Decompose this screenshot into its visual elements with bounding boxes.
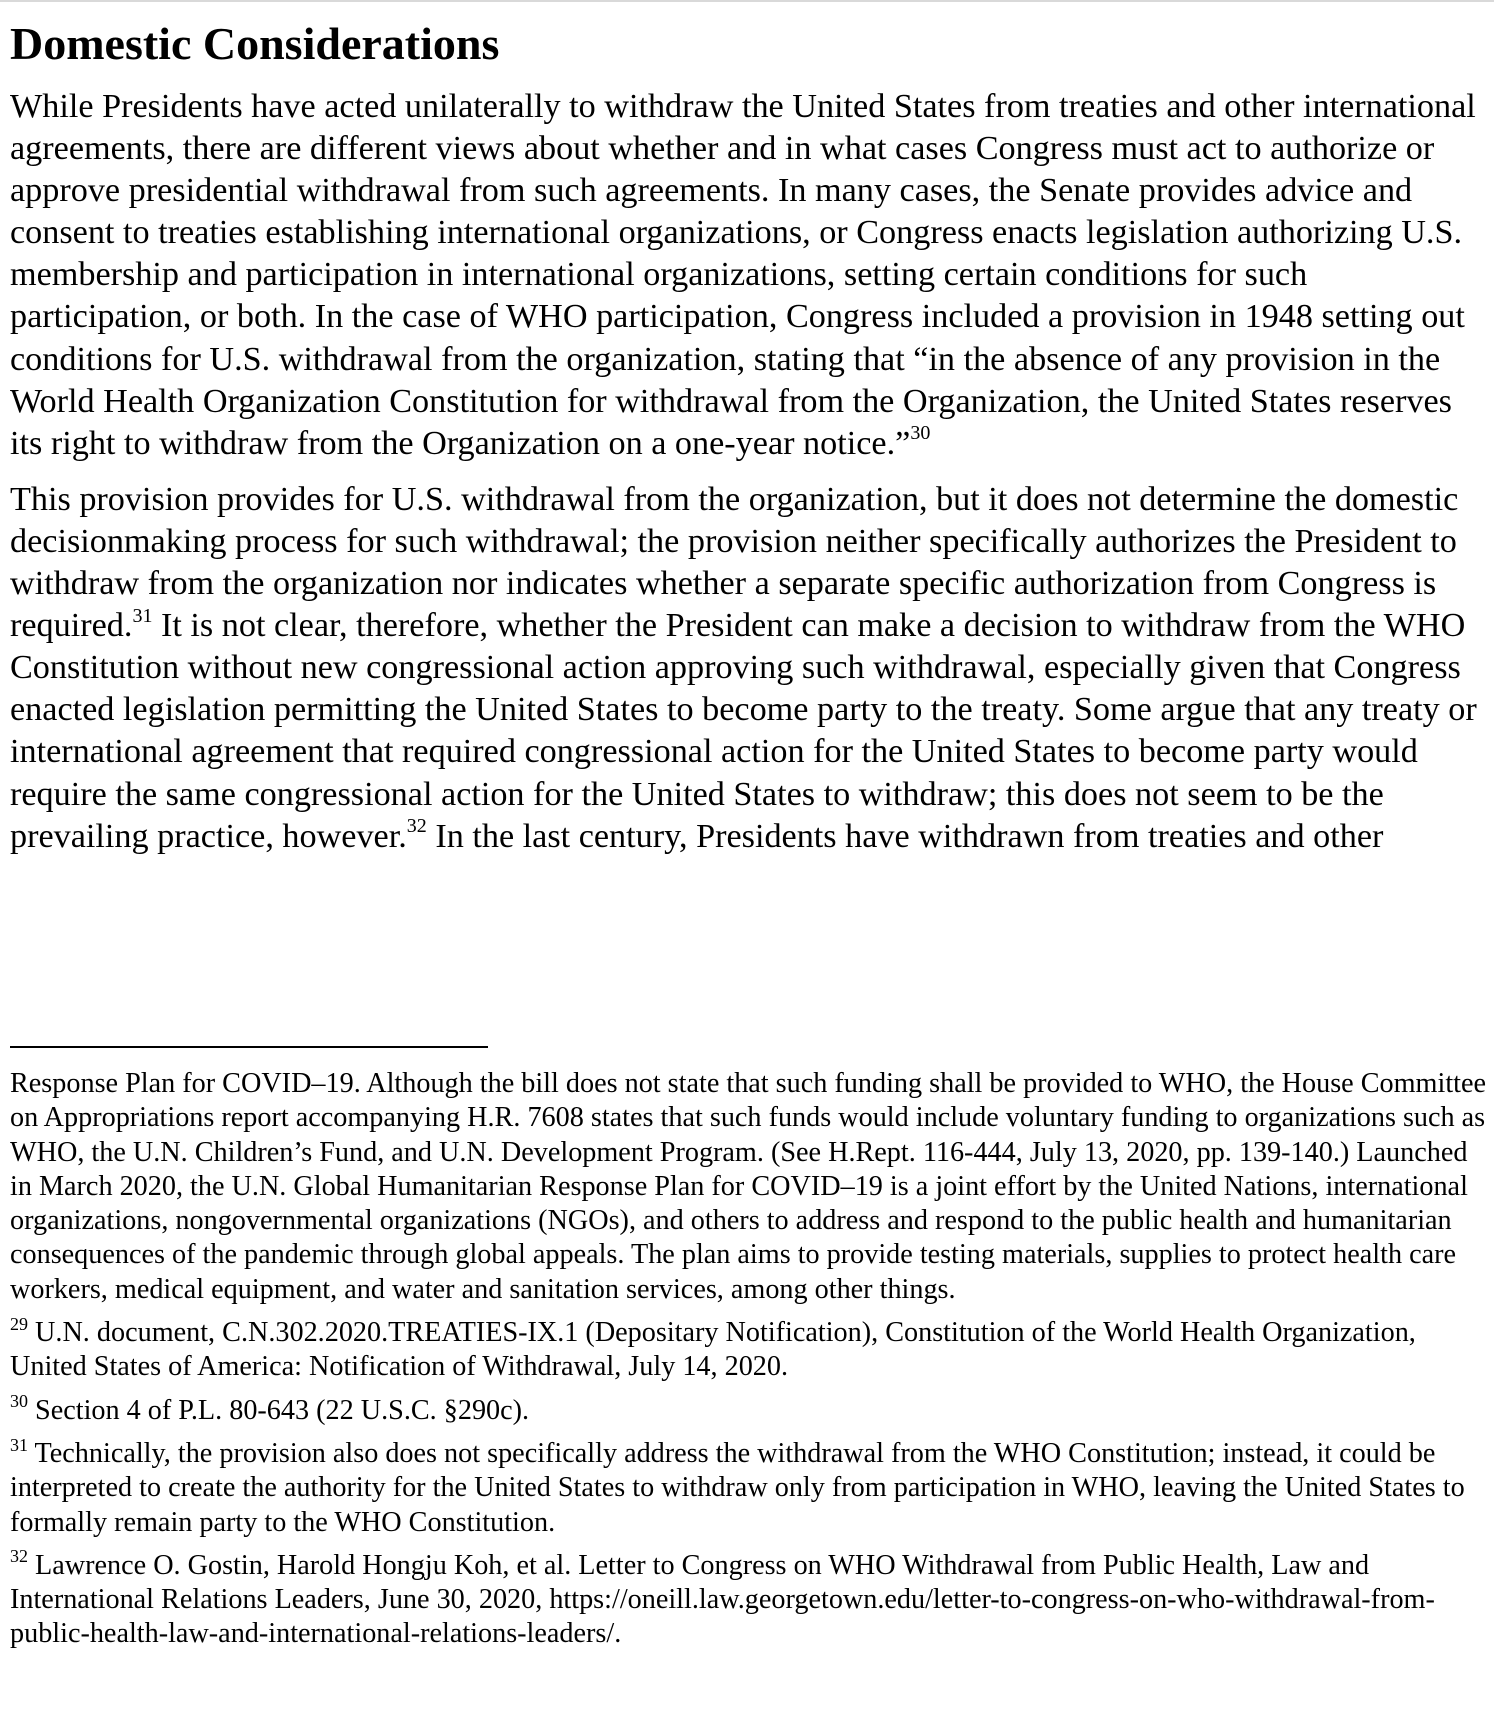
footnote-31 xyxy=(10,1434,1490,1540)
footnote-ref-31[interactable]: 31 xyxy=(132,604,153,627)
footnote-separator xyxy=(10,1046,488,1048)
footnote-text: Technically, the provision also does not specifically address the withdrawal from the WHO Constitution; instead, it could be interpreted to create the authority for the United States to withdraw only from participation in WHO, leaving the United States to formally remain party to the WHO Constitution. xyxy=(10,1437,1465,1538)
footnote-number: 32 xyxy=(10,1546,28,1567)
footnote-text: Lawrence O. Gostin, Harold Hongju Koh, et al. Letter to Congress on WHO Withdrawal from Public Health, Law and International Relations Leaders, June 30, 2020, https://oneill.law.georgetown.edu/letter-to-congress-on-who-withdrawal-from-public-health-law-and-international-relations-leaders/. xyxy=(10,1549,1435,1650)
footnote-number: 31 xyxy=(10,1434,28,1455)
footnote-number: 29 xyxy=(10,1313,28,1334)
body-paragraph-1 xyxy=(10,86,1485,465)
footnote-text: U.N. document, C.N.302.2020.TREATIES-IX.1 (Depositary Notification), Constitution of the World Health Organization, United States of America: Notification of Withdrawal, July 14, 2020. xyxy=(10,1317,1416,1383)
main-content xyxy=(10,16,1485,872)
footnote-number: 30 xyxy=(10,1391,28,1412)
footnote-30 xyxy=(10,1391,1490,1428)
paragraph-text: It is not clear, therefore, whether the President can make a decision to withdraw from the WHO Constitution without new congressional action approving such withdrawal, especially given that Congress enacted legislation permitting the United States to become party to the treaty. Some argue that any treaty or international agreement that required congressional action for the United States to become party would require the same congressional action for the United States to withdraw; this does not seem to be the prevailing practice, however. xyxy=(10,607,1477,855)
footnote-32 xyxy=(10,1546,1490,1652)
paragraph-text: In the last century, Presidents have withdrawn from treaties and other xyxy=(426,817,1384,855)
paragraph-text: This provision provides for U.S. withdrawal from the organization, but it does not determine the domestic decisionmaking process for such withdrawal; the provision neither specifically authorizes the President to withdraw from the organization nor indicates whether a separate specific authorization from Congress is required. xyxy=(10,480,1459,645)
footnote-text: Section 4 of P.L. 80-643 (22 U.S.C. §290c). xyxy=(28,1394,530,1426)
footnotes-section xyxy=(10,1067,1490,1661)
footnote-29 xyxy=(10,1313,1490,1385)
section-heading: Domestic Considerations xyxy=(10,18,500,69)
footnote-ref-30[interactable]: 30 xyxy=(910,422,931,445)
footnote-continued: Response Plan for COVID–19. Although the bill does not state that such funding shall be provided to WHO, the House Committee on Appropriations report accompanying H.R. 7608 states that such funds would include voluntary funding to organizations such as WHO, the U.N. Children’s Fund, and U.N. Development Program. (See H.Rept. 116-444, July 13, 2020, pp. 139-140.) Launched in March 2020, the U.N. Global Humanitarian Response Plan for COVID–19 is a joint effort by the United Nations, international organizations, nongovernmental organizations (NGOs), and others to address and respond to the public health and humanitarian consequences of the pandemic through global appeals. The plan aims to provide testing materials, supplies to protect health care workers, medical equipment, and water and sanitation services, among other things. xyxy=(10,1068,1487,1305)
footnote-ref-32[interactable]: 32 xyxy=(406,815,427,838)
body-paragraph-2 xyxy=(10,479,1485,858)
paragraph-text: While Presidents have acted unilaterally to withdraw the United States from treaties and other international agreements, there are different views about whether and in what cases Congress must act to authorize or approve presidential withdrawal from such agreements. In many cases, the Senate provides advice and consent to treaties establishing international organizations, or Congress enacts legislation authorizing U.S. membership and participation in international organizations, setting certain conditions for such participation, or both. In the case of WHO participation, Congress included a provision in 1948 setting out conditions for U.S. withdrawal from the organization, stating that “in the absence of any provision in the World Health Organization Constitution for withdrawal from the Organization, the United States reserves its right to withdraw from the Organization on a one-year notice.” xyxy=(10,88,1476,462)
